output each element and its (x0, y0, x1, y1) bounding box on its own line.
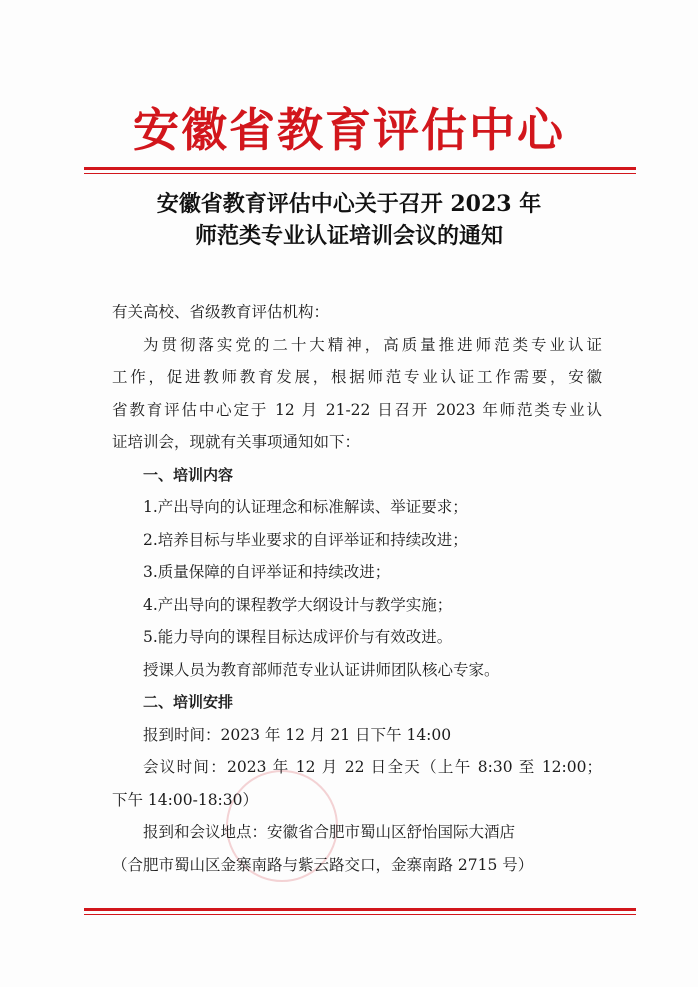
meeting-time-line1: 会议时间：2023 年 12 月 22 日全天（上午 8:30 至 12:00； (143, 758, 602, 776)
salutation: 有关高校、省级教育评估机构： (112, 303, 330, 321)
notice-title-line1: 安徽省教育评估中心关于召开 2023 年 (156, 191, 542, 217)
section1-heading: 一、培训内容 (143, 465, 234, 484)
venue-line2: （合肥市蜀山区金寨南路与紫云路交口，金寨南路 2715 号） (112, 855, 534, 874)
section1-item-2: 2.培养目标与毕业要求的自评举证和持续改进； (143, 530, 468, 549)
section1-item-3: 3.质量保障的自评举证和持续改进； (143, 563, 391, 581)
footer-rule-thick (84, 908, 636, 911)
venue-line1: 报到和会议地点：安徽省合肥市蜀山区舒怡国际大酒店 (143, 823, 516, 841)
notice-title (0, 188, 698, 252)
section2-heading: 二、培训安排 (143, 693, 234, 711)
letterhead-rule-thick (84, 167, 636, 170)
section1-item-4: 4.产出导向的课程教学大纲设计与教学实施； (143, 595, 453, 614)
intro-line-3: 省教育评估中心定于 12 月 21-22 日召开 2023 年师范类专业认 (112, 400, 602, 419)
intro-line-1: 为贯彻落实党的二十大精神，高质量推进师范类专业认证 (143, 335, 602, 354)
meeting-time-line2: 下午 14:00-18:30） (112, 790, 259, 809)
notice-title-line2: 师范类专业认证培训会议的通知 (194, 223, 503, 249)
notice-body (112, 296, 602, 881)
section1-item-1: 1.产出导向的认证理念和标准解读、举证要求； (143, 498, 468, 516)
letterhead-rule-thin (84, 173, 636, 174)
intro-line-4: 证培训会，现就有关事项通知如下： (112, 433, 361, 451)
section1-note: 授课人员为教育部师范专业认证讲师团队核心专家。 (143, 660, 500, 679)
letterhead-title: 安徽省教育评估中心 (133, 103, 565, 157)
section1-item-5: 5.能力导向的课程目标达成评价与有效改进。 (143, 628, 453, 646)
footer-rule-thin (84, 914, 636, 915)
intro-line-2: 工作，促进教师教育发展，根据师范专业认证工作需要，安徽 (112, 368, 602, 386)
checkin-time: 报到时间：2023 年 12 月 21 日下午 14:00 (143, 725, 452, 744)
